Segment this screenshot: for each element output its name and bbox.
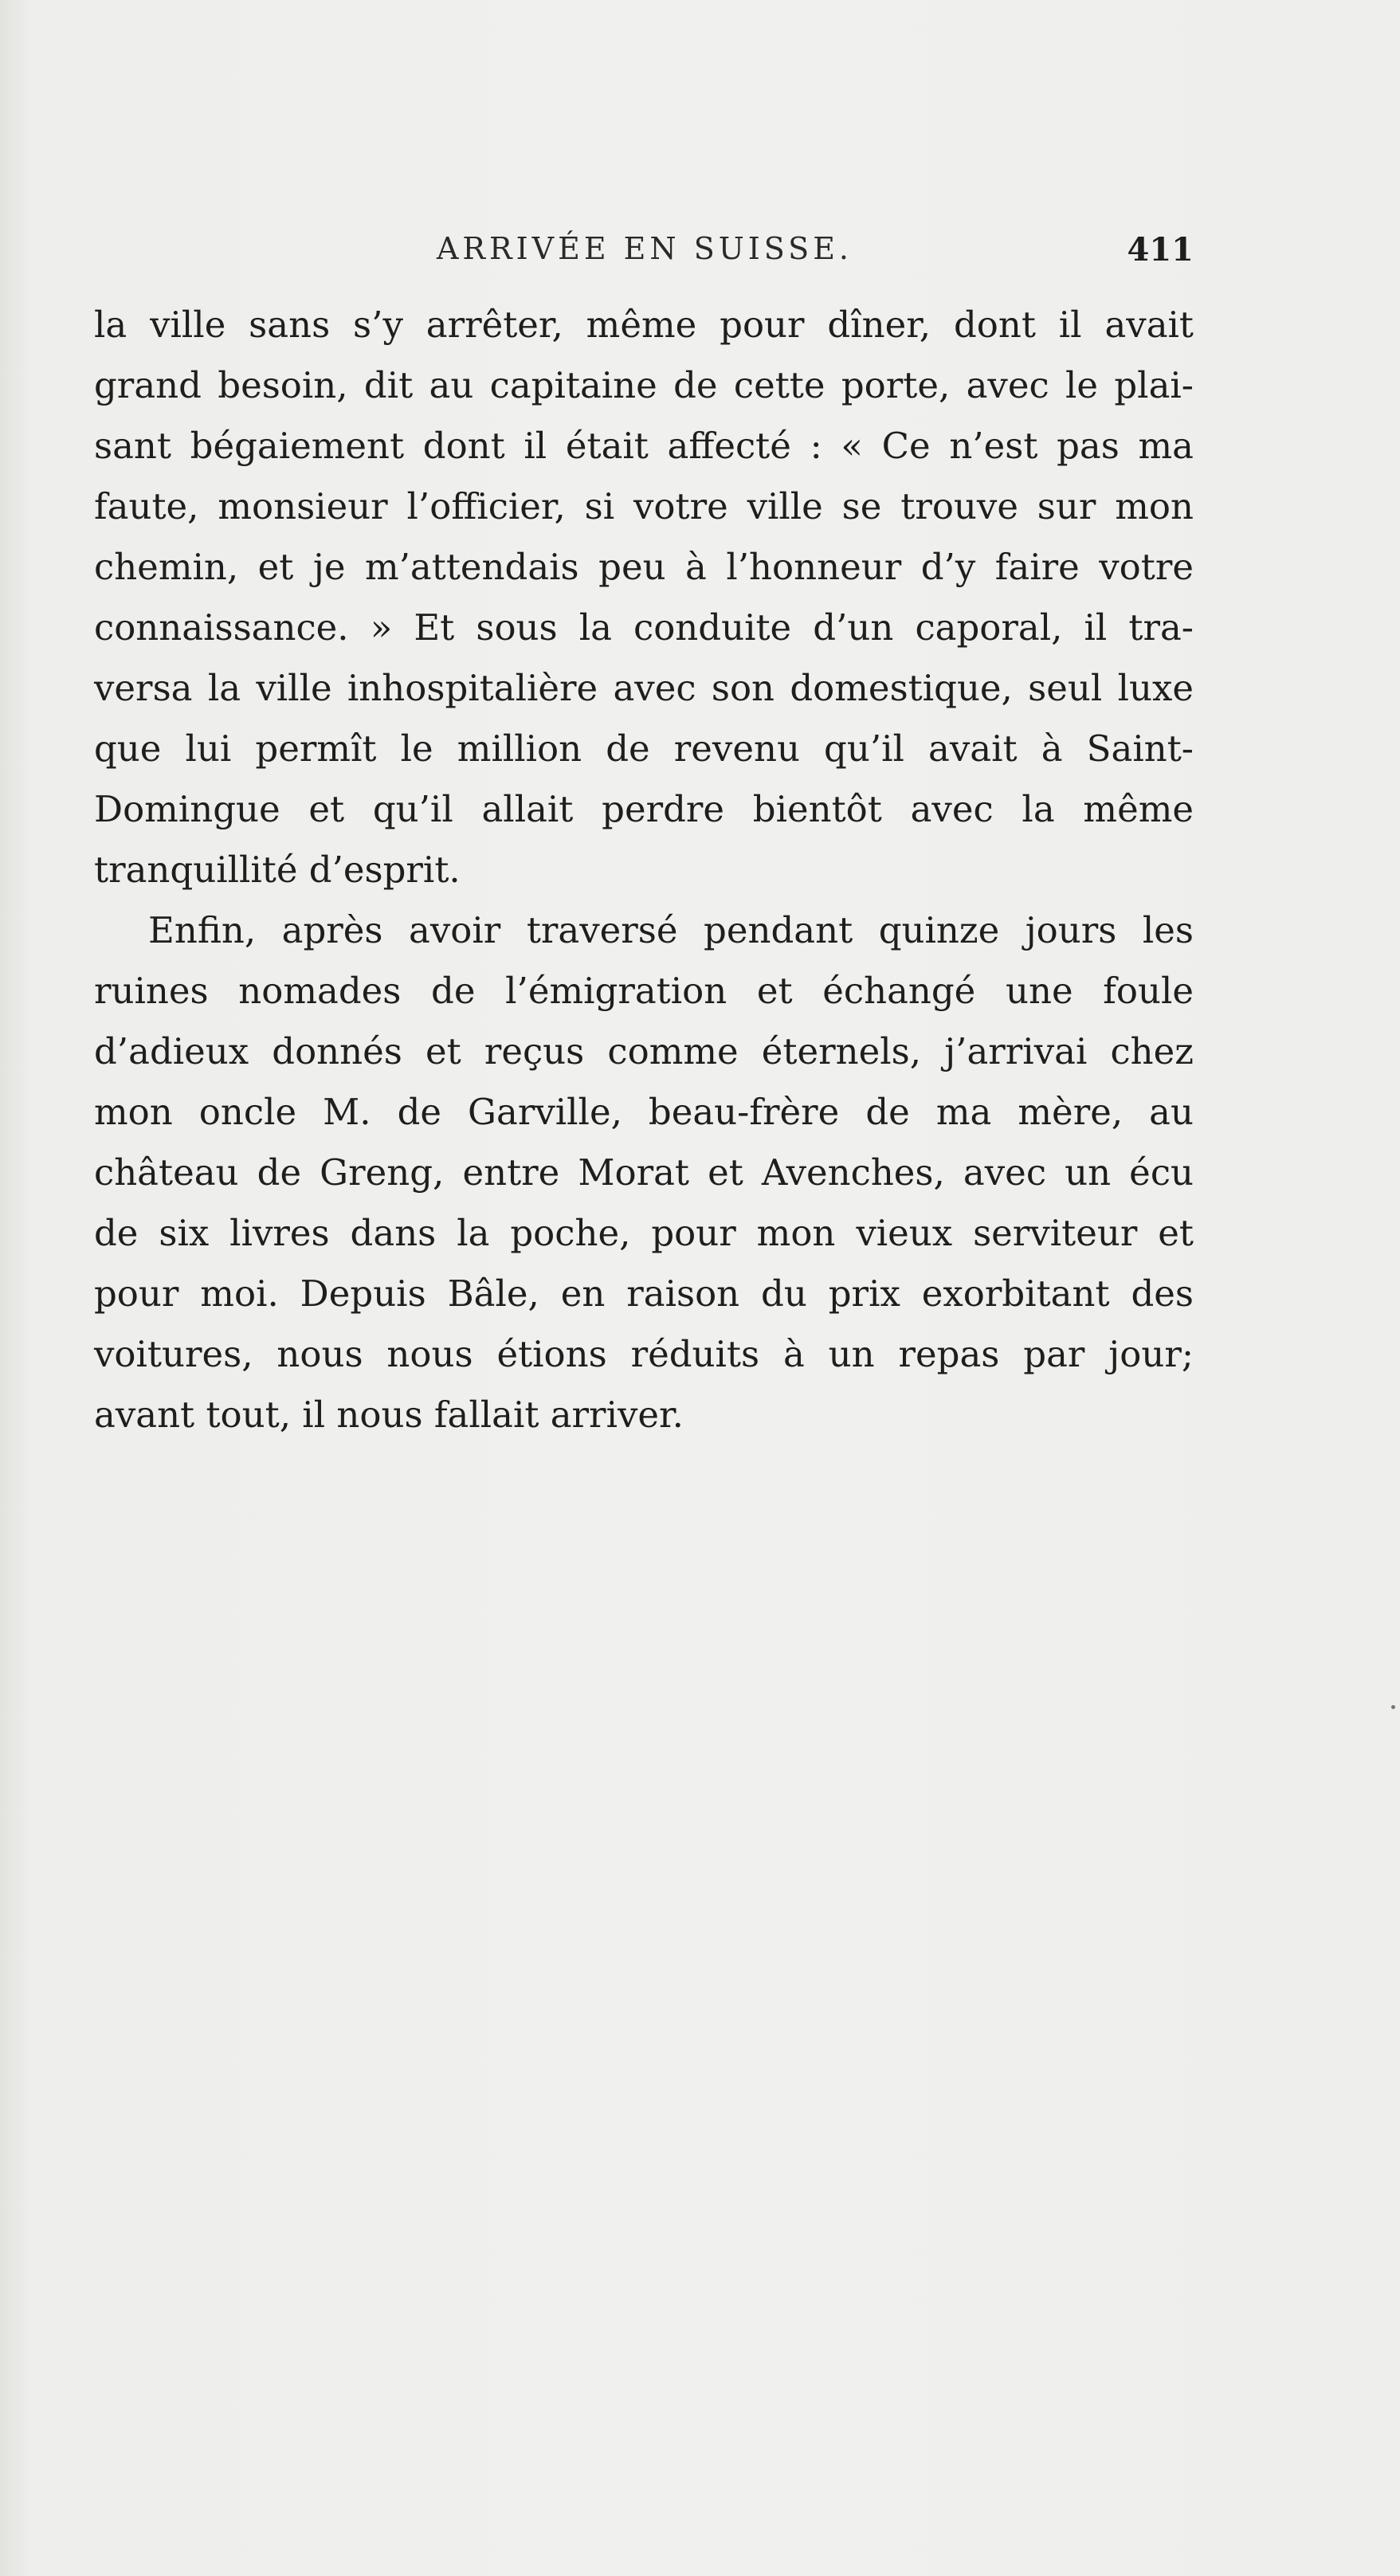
- paragraph-2: [94, 900, 1194, 1445]
- text-line: de six livres dans la poche, pour mon vieux serviteur et: [94, 1212, 1194, 1254]
- text-line: connaissance. » Et sous la conduite d’un caporal, il tra-: [94, 606, 1194, 649]
- text-line: Enfin, après avoir traversé pendant quinze jours les: [148, 909, 1194, 951]
- text-line: versa la ville inhospitalière avec son domestique, seul luxe: [94, 667, 1194, 709]
- text-line: pour moi. Depuis Bâle, en raison du prix exorbitant des: [94, 1272, 1194, 1315]
- paper-speck: [1391, 1705, 1395, 1709]
- page-header: [96, 231, 1194, 279]
- text-line: avant tout, il nous fallait arriver.: [94, 1394, 684, 1436]
- text-line: ruines nomades de l’émigration et échangé une foule: [94, 970, 1194, 1012]
- text-line: mon oncle M. de Garville, beau-frère de ma mère, au: [94, 1091, 1194, 1133]
- text-line: d’adieux donnés et reçus comme éternels, j’arrivai chez: [94, 1030, 1194, 1072]
- paragraph-1: [94, 295, 1194, 900]
- text-line: Domingue et qu’il allait perdre bientôt avec la même: [94, 788, 1194, 830]
- text-line: la ville sans s’y arrêter, même pour dîner, dont il avait: [94, 304, 1194, 346]
- text-line: voitures, nous nous étions réduits à un repas par jour;: [94, 1333, 1194, 1375]
- body-text: [94, 295, 1194, 1445]
- text-line: tranquillité d’esprit.: [94, 849, 461, 891]
- text-line: chemin, et je m’attendais peu à l’honneur d’y faire votre: [94, 546, 1194, 588]
- text-line: sant bégaiement dont il était affecté : « Ce n’est pas ma: [94, 425, 1194, 467]
- text-line: que lui permît le million de revenu qu’il avait à Saint-: [94, 727, 1194, 770]
- text-line: faute, monsieur l’officier, si votre ville se trouve sur mon: [94, 485, 1194, 527]
- text-line: grand besoin, dit au capitaine de cette porte, avec le plai-: [94, 364, 1194, 406]
- running-title: ARRIVÉE EN SUISSE.: [436, 231, 853, 266]
- text-line: château de Greng, entre Morat et Avenches, avec un écu: [94, 1151, 1194, 1194]
- page-number: 411: [1127, 231, 1194, 269]
